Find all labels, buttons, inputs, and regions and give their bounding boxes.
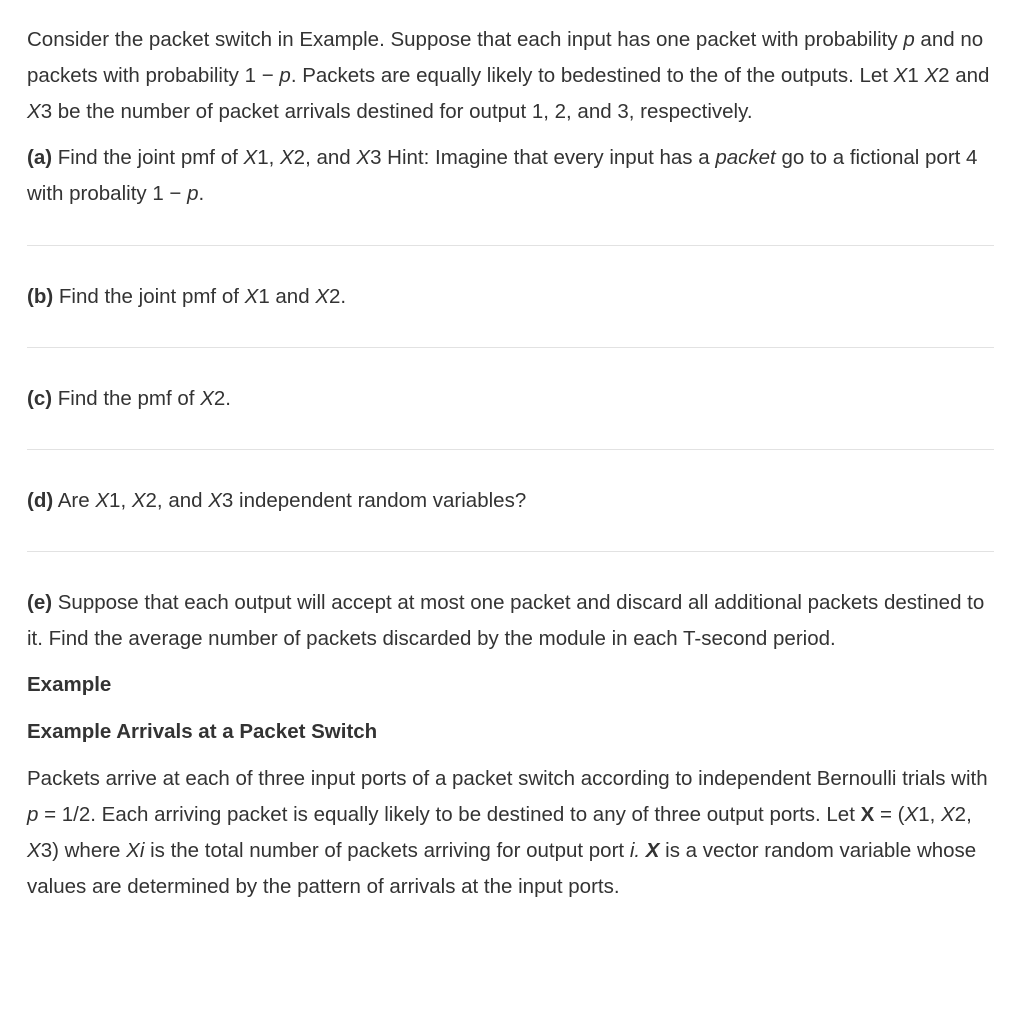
example-heading: Example [27, 673, 112, 696]
var-x: X [200, 387, 214, 410]
var-xi: Xi [126, 839, 145, 862]
emphasis-packet: packet [715, 146, 776, 169]
part-text: 1, [109, 489, 132, 512]
var-p: p [187, 182, 199, 205]
example-text: is the total number of packets arriving for output port [144, 839, 630, 862]
part-text: 1 and [258, 285, 316, 308]
example-text: = 1/2. Each arriving packet is equally likely to be destined to any of three output ports. Let [38, 803, 861, 826]
part-text: . [198, 182, 205, 205]
var-x: X [95, 489, 110, 512]
example-text: Packets arrive at each of three input ports of a packet switch according to independent Bernoulli trials with [27, 767, 988, 790]
part-label: (c) [27, 387, 53, 410]
intro-text: 3 be the number of packet arrivals destined for output 1, 2, and 3, respectively. [40, 100, 753, 123]
example-text: 3) where [40, 839, 127, 862]
part-text: 1, [257, 146, 280, 169]
part-a [27, 140, 994, 212]
example-text: 2, [954, 803, 972, 826]
var-x: X [893, 64, 908, 87]
var-x: X [940, 803, 955, 826]
part-text: Find the joint pmf of [53, 285, 245, 308]
var-x: X [131, 489, 146, 512]
var-x: X [244, 285, 259, 308]
part-d [27, 483, 994, 519]
example-text: 1, [918, 803, 941, 826]
part-e [27, 585, 994, 657]
var-vector-x: X [645, 839, 660, 862]
var-x: X [27, 839, 41, 862]
part-text: 3 independent random variables? [221, 489, 527, 512]
part-text: 2, and [145, 489, 209, 512]
part-text: 2, and [293, 146, 357, 169]
example-title: Example Arrivals at a Packet Switch [27, 720, 378, 743]
var-x: X [904, 803, 919, 826]
intro-text: and no packets with probability 1 − [27, 28, 984, 87]
var-vector-x: X [860, 803, 875, 826]
var-x: X [243, 146, 258, 169]
example-body [27, 761, 994, 905]
part-label: (a) [27, 146, 53, 169]
problem-intro [27, 22, 994, 130]
var-p: p [27, 803, 39, 826]
part-text: Find the pmf of [52, 387, 201, 410]
part-label: (b) [27, 285, 54, 308]
var-x: X [924, 64, 939, 87]
part-label: (d) [27, 489, 54, 512]
example-text: = ( [874, 803, 905, 826]
intro-text: . Packets are equally likely to bedestined to the of the outputs. Let [290, 64, 894, 87]
part-b [27, 279, 994, 315]
var-x: X [315, 285, 329, 308]
part-text: go to a fictional port 4 with probality 1 − [27, 146, 978, 205]
part-text: Find the joint pmf of [52, 146, 244, 169]
var-p: p [903, 28, 915, 51]
example-text: is a vector random variable whose values are determined by the pattern of arrivals at the input ports. [27, 839, 977, 898]
var-x: X [208, 489, 222, 512]
intro-text: 1 [907, 64, 925, 87]
part-text: Are [53, 489, 96, 512]
part-text: Suppose that each output will accept at most one packet and discard all additional packets destined to it. Find the average number of packets discarded by the module in each T-second period. [27, 591, 985, 650]
var-i: i. [629, 839, 641, 862]
var-p: p [279, 64, 291, 87]
part-text: 2. [213, 387, 231, 410]
var-x: X [279, 146, 294, 169]
intro-text: 2 and [938, 64, 990, 87]
intro-text: Consider the packet switch in Example. Suppose that each input has one packet with probability [27, 28, 904, 51]
part-label: (e) [27, 591, 53, 614]
part-text: 3 Hint: Imagine that every input has a [370, 146, 716, 169]
var-x: X [27, 100, 41, 123]
part-text: 2. [329, 285, 347, 308]
var-x: X [356, 146, 371, 169]
part-c [27, 381, 994, 417]
